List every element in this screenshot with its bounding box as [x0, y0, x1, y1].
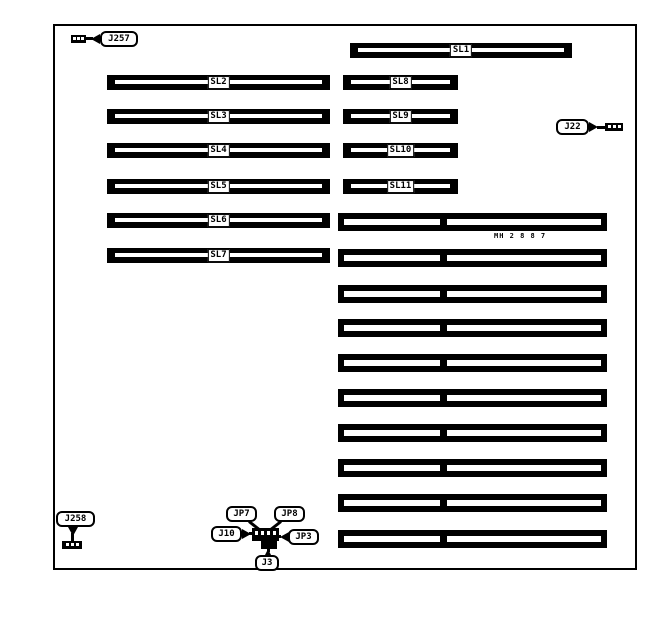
- memory-socket-segment: [344, 465, 440, 471]
- slot-label: SL8: [389, 76, 411, 90]
- jumper-block-icon: [252, 528, 279, 541]
- pin-icon: [613, 125, 616, 128]
- leader-line: [71, 533, 74, 541]
- callout-jp7: JP7: [226, 506, 257, 522]
- memory-socket-segment: [447, 360, 601, 366]
- leader-line: [277, 535, 281, 538]
- memory-socket-segment: [447, 465, 601, 471]
- slot-label: SL6: [207, 214, 229, 228]
- memory-socket-segment: [447, 325, 601, 331]
- slot-label: SL1: [450, 44, 472, 58]
- memory-socket-segment: [447, 291, 601, 297]
- callout-pointer: [91, 34, 100, 44]
- memory-bank: [338, 285, 607, 303]
- memory-socket-segment: [344, 430, 440, 436]
- memory-socket-segment: [447, 395, 601, 401]
- slot-label: SL7: [207, 249, 229, 263]
- memory-bank: [338, 424, 607, 442]
- pin-icon: [66, 543, 69, 546]
- part-number-label: MH 2 8 8 7: [494, 232, 547, 240]
- slot-label: SL10: [387, 144, 415, 158]
- slot-sl7: [107, 248, 330, 263]
- pin-icon: [267, 531, 270, 535]
- slot-sl5: [107, 179, 330, 194]
- memory-socket-segment: [447, 430, 601, 436]
- pin-icon: [273, 531, 276, 535]
- memory-bank: [338, 459, 607, 477]
- callout-jp3: JP3: [288, 529, 319, 545]
- memory-bank: [338, 249, 607, 267]
- slot-sl6: [107, 213, 330, 228]
- callout-j10: J10: [211, 526, 242, 542]
- memory-bank: [338, 389, 607, 407]
- slot-label: SL9: [389, 110, 411, 124]
- slot-sl9: [343, 109, 458, 124]
- slot-sl3: [107, 109, 330, 124]
- memory-bank: [338, 213, 607, 231]
- memory-bank: [338, 319, 607, 337]
- slot-sl10: [343, 143, 458, 158]
- callout-j257: J257: [100, 31, 138, 47]
- memory-socket-segment: [344, 255, 440, 261]
- pin-icon: [608, 125, 611, 128]
- pin-icon: [81, 37, 84, 40]
- slot-label: SL11: [387, 180, 415, 194]
- pin-icon: [618, 125, 621, 128]
- slot-label: SL3: [207, 110, 229, 124]
- memory-socket-segment: [447, 500, 601, 506]
- memory-socket-segment: [344, 219, 440, 225]
- slot-sl1: [350, 43, 572, 58]
- memory-socket-segment: [447, 255, 601, 261]
- memory-socket-segment: [344, 395, 440, 401]
- memory-socket-segment: [447, 536, 601, 542]
- memory-socket-segment: [447, 219, 601, 225]
- memory-bank: [338, 354, 607, 372]
- slot-sl2: [107, 75, 330, 90]
- callout-j22: J22: [556, 119, 589, 135]
- memory-socket-segment: [344, 291, 440, 297]
- memory-bank: [338, 494, 607, 512]
- memory-bank: [338, 530, 607, 548]
- leader-line: [249, 532, 253, 535]
- callout-j3: J3: [255, 555, 279, 571]
- slot-sl8: [343, 75, 458, 90]
- connector-icon-j22: [605, 123, 623, 131]
- pin-icon: [76, 543, 79, 546]
- slot-label: SL4: [207, 144, 229, 158]
- callout-j258: J258: [56, 511, 95, 527]
- connector-icon-j258: [62, 541, 82, 549]
- connector-icon-j257: [71, 35, 86, 43]
- pin-icon: [77, 37, 80, 40]
- memory-socket-segment: [344, 360, 440, 366]
- slot-label: SL5: [207, 180, 229, 194]
- pin-icon: [255, 531, 258, 535]
- callout-pointer: [280, 532, 289, 542]
- pin-icon: [261, 531, 264, 535]
- memory-socket-segment: [344, 536, 440, 542]
- memory-socket-segment: [344, 325, 440, 331]
- memory-socket-segment: [344, 500, 440, 506]
- slot-label: SL2: [207, 76, 229, 90]
- slot-sl11: [343, 179, 458, 194]
- callout-jp8: JP8: [274, 506, 305, 522]
- slot-sl4: [107, 143, 330, 158]
- pin-icon: [73, 37, 76, 40]
- pin-icon: [71, 543, 74, 546]
